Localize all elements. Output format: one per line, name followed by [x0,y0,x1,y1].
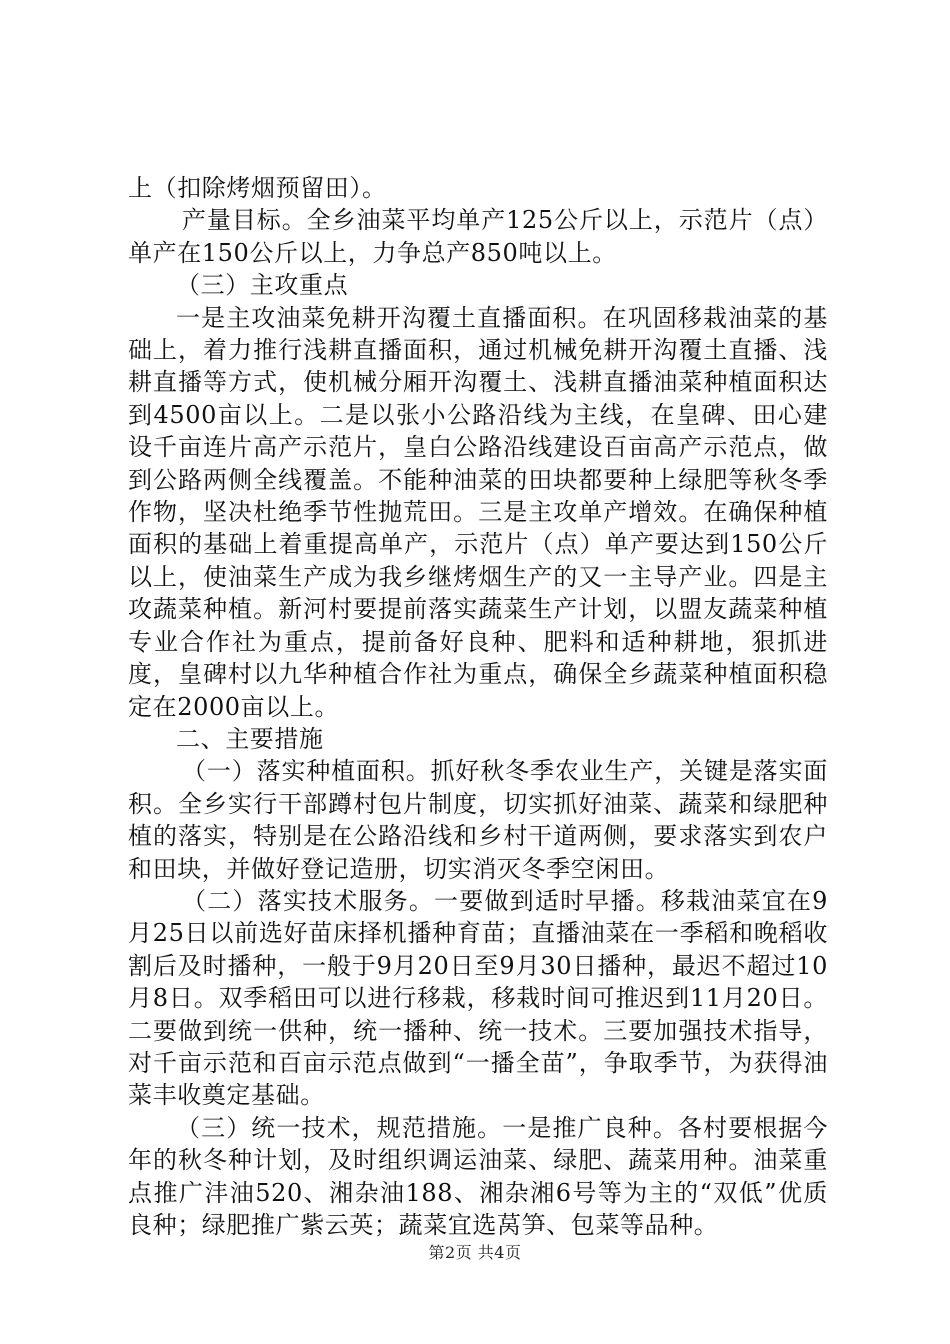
section-heading-main-measures: 二、主要措施 [176,724,324,753]
paragraph-key-focus: 一是主攻油菜免耕开沟覆土直播面积。在巩固移栽油菜的基础上，着力推行浅耕直播面积，通过机械免耕开沟覆土直播、浅耕直播等方式，使机械分厢开沟覆土、浅耕直播油菜种植面积达到4500亩以上。二是以张小公路沿线为主线，在皇碑、田心建设千亩连片高产示范片，皇白公路沿线建设百亩高产示范点，做到公路两侧全线覆盖。不能种油菜的田块都要种上绿肥等秋冬季作物，坚决杜绝季节性抛荒田。三是主攻单产增效。在确保种植面积的基础上着重提高单产，示范片（点）单产要达到150公斤以上，使油菜生产成为我乡继烤烟生产的又一主导产业。四是主攻蔬菜种植。新河村要提前落实蔬菜生产计划，以盟友蔬菜种植专业合作社为重点，提前备好良种、肥料和适种耕地，狠抓进度，皇碑村以九华种植合作社为重点，确保全乡蔬菜种植面积稳定在2000亩以上。 [128,303,828,721]
paragraph-measure-2: （二）落实技术服务。一要做到适时早播。移栽油菜宜在9月25日以前选好苗床择机播种育苗；直播油菜在一季稻和晚稻收割后及时播种，一般于9月20日至9月30日播种，最迟不超过10月8日。双季稻田可以进行移栽，移栽时间可推迟到11月20日。二要做到统一供种，统一播种、统一技术。三要加强技术指导，对千亩示范和百亩示范点做到“一播全苗”，争取季节，为获得油菜丰收奠定基础。 [128,886,828,1110]
page-footer: 第2页 共4页 [428,1243,522,1262]
paragraph-measure-1: （一）落实种植面积。抓好秋冬季农业生产，关键是落实面积。全乡实行干部蹲村包片制度，切实抓好油菜、蔬菜和绿肥种植的落实，特别是在公路沿线和乡村干道两侧，要求落实到农户和田块，并做好登记造册，切实消灭冬季空闲田。 [128,757,828,883]
section-heading-key-focus: （三）主攻重点 [176,271,349,300]
paragraph-continuation: 上（扣除烤烟预留田）。 [128,174,387,202]
document-body [128,172,828,1241]
paragraph-yield-target: 产量目标。全乡油菜平均单产125公斤以上，示范片（点）单产在150公斤以上，力争总产850吨以上。 [128,206,828,267]
paragraph-measure-3: （三）统一技术，规范措施。一是推广良种。各村要根据今年的秋冬种计划，及时组织调运油菜、绿肥、蔬菜用种。油菜重点推广沣油520、湘杂油188、湘杂湘6号等为主的“双低”优质良种；绿肥推广紫云英；蔬菜宜选莴笋、包菜等品种。 [128,1113,828,1239]
